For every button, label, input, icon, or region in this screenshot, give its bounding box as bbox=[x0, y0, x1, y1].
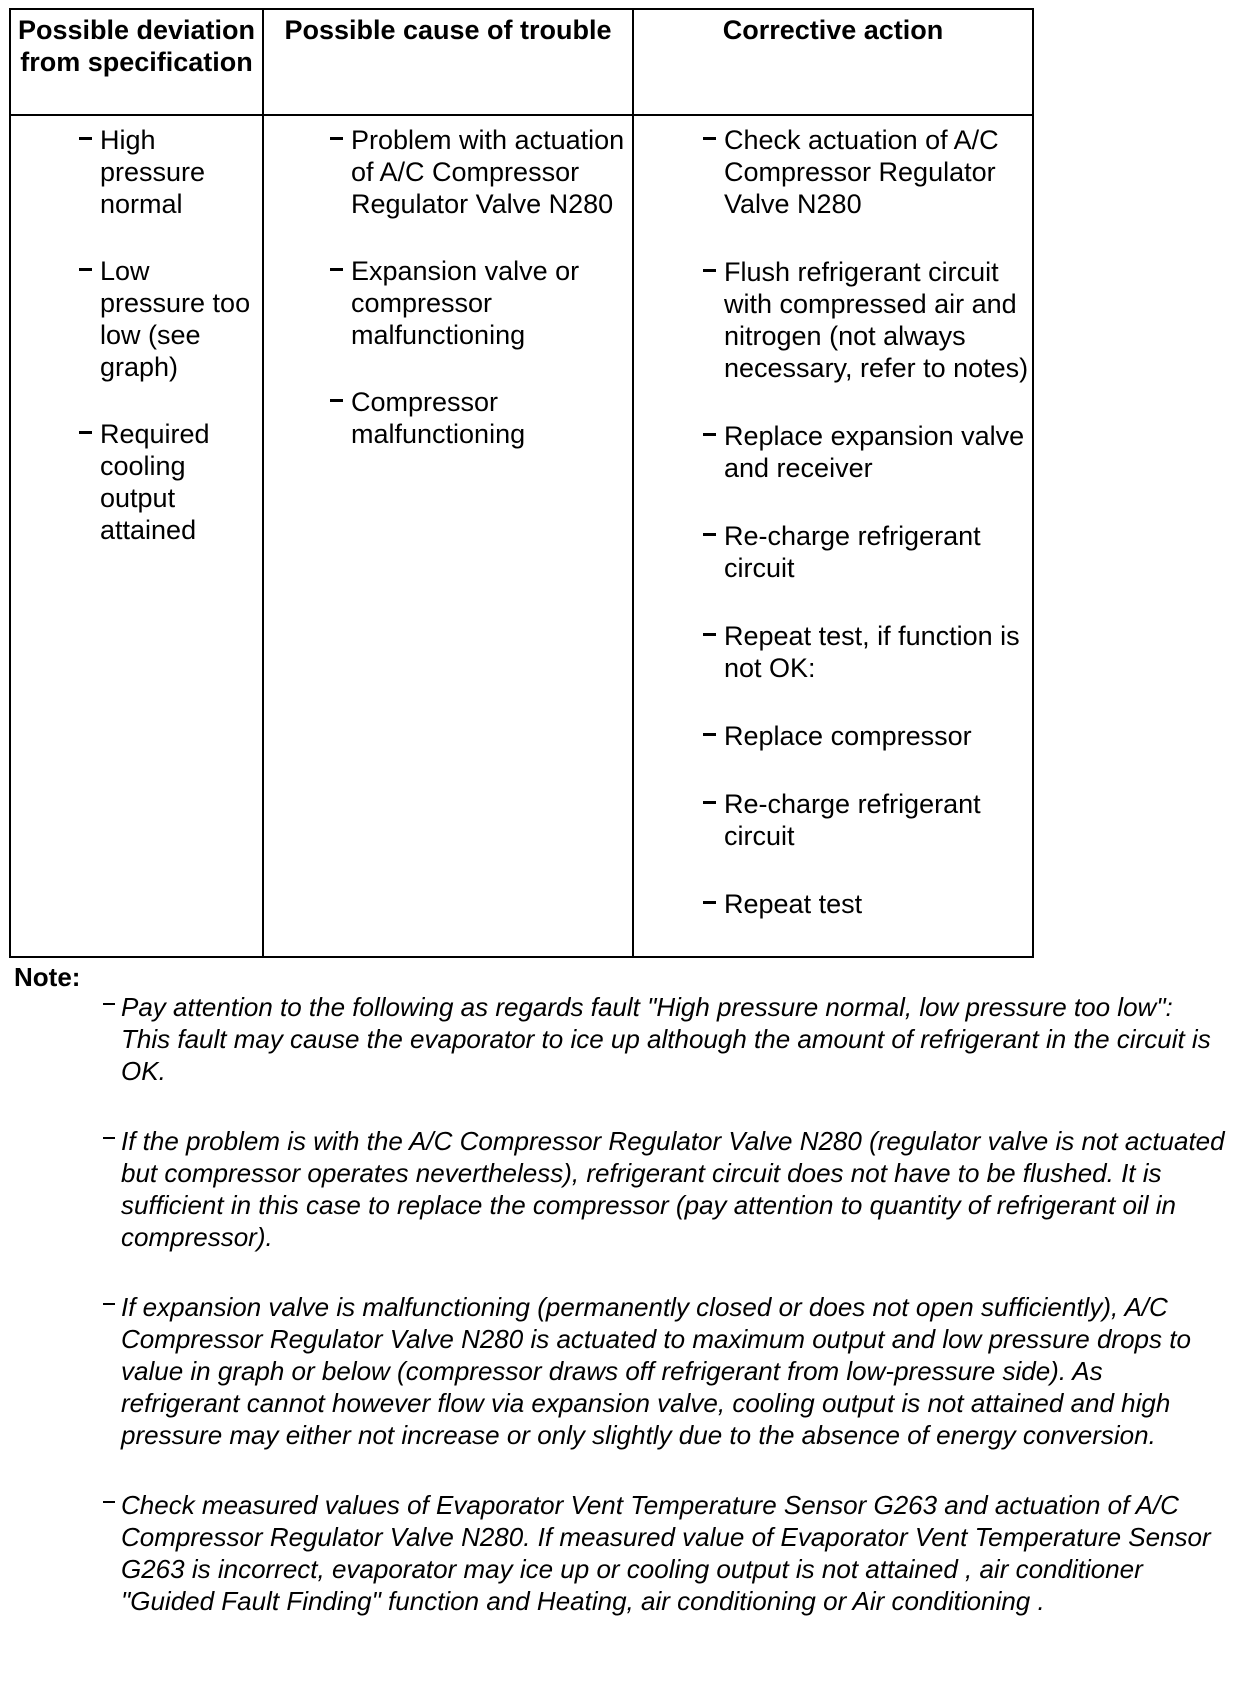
list-item: Problem with actuation of A/C Compressor Regulator Valve N280 bbox=[351, 124, 632, 220]
list-item: Replace expansion valve and receiver bbox=[724, 420, 1032, 484]
note-item: Check measured values of Evaporator Vent Temperature Sensor G263 and actuation of A/C Compressor Regulator Valve N280. If measured value of Evaporator Vent Temperature Sensor G263 is incorrect, evaporator may ice up or cooling output is not attained , air conditioner "Guided Fault Finding" function and Heating, air conditioning or Air conditioning . bbox=[121, 1489, 1226, 1617]
list-item: Re-charge refrigerant circuit bbox=[724, 788, 1032, 852]
list-item: Repeat test, if function is not OK: bbox=[724, 620, 1032, 684]
list-item: Replace compressor bbox=[724, 720, 1032, 752]
header-cause: Possible cause of trouble bbox=[263, 9, 633, 115]
action-list bbox=[724, 124, 1032, 920]
list-item: Check actuation of A/C Compressor Regulator Valve N280 bbox=[724, 124, 1032, 220]
action-cell bbox=[633, 115, 1033, 957]
list-item: Low pressure too low (see graph) bbox=[100, 255, 262, 383]
list-item: Repeat test bbox=[724, 888, 1032, 920]
deviation-list bbox=[100, 124, 262, 546]
note-item: Pay attention to the following as regards fault "High pressure normal, low pressure too low": This fault may cause the evaporator to ice up although the amount of refrigerant in the circuit is OK. bbox=[121, 991, 1226, 1087]
list-item: Required cooling output attained bbox=[100, 418, 262, 546]
table-header-row bbox=[10, 9, 1033, 115]
troubleshooting-table bbox=[9, 8, 1034, 958]
list-item: Expansion valve or compressor malfunctioning bbox=[351, 255, 632, 351]
note-list bbox=[121, 991, 1226, 1655]
list-item: Re-charge refrigerant circuit bbox=[724, 520, 1032, 584]
note-heading: Note: bbox=[14, 962, 81, 992]
deviation-cell bbox=[10, 115, 263, 957]
cause-list bbox=[351, 124, 632, 450]
header-deviation: Possible deviation from specification bbox=[10, 9, 263, 115]
list-item: High pressure normal bbox=[100, 124, 262, 220]
list-item: Flush refrigerant circuit with compressed air and nitrogen (not always necessary, refer to notes) bbox=[724, 256, 1032, 384]
list-item: Compressor malfunctioning bbox=[351, 386, 632, 450]
header-action: Corrective action bbox=[633, 9, 1033, 115]
table-row bbox=[10, 115, 1033, 957]
cause-cell bbox=[263, 115, 633, 957]
note-item: If expansion valve is malfunctioning (permanently closed or does not open sufficiently), A/C Compressor Regulator Valve N280 is actuated to maximum output and low pressure drops to value in graph or below (compressor draws off refrigerant from low-pressure side). As refrigerant cannot however flow via expansion valve, cooling output is not attained and high pressure may either not increase or only slightly due to the absence of energy conversion. bbox=[121, 1291, 1226, 1451]
note-item: If the problem is with the A/C Compressor Regulator Valve N280 (regulator valve is not actuated but compressor operates nevertheless), refrigerant circuit does not have to be flushed. It is sufficient in this case to replace the compressor (pay attention to quantity of refrigerant oil in compressor). bbox=[121, 1126, 1225, 1252]
